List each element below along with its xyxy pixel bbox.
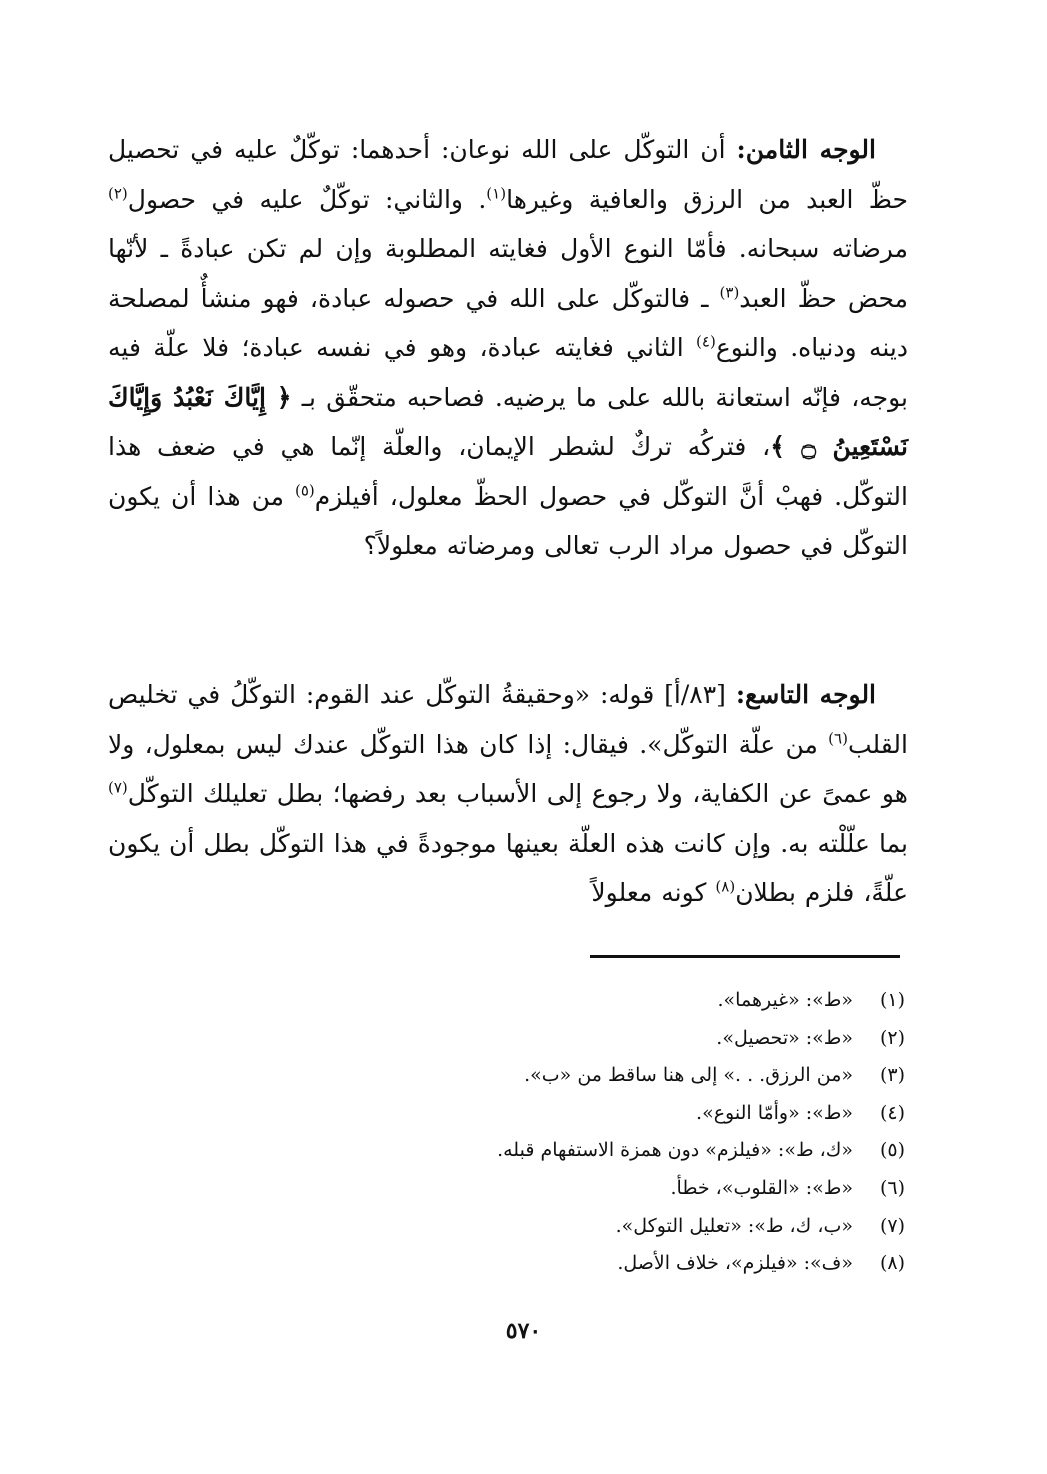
- footnote-number: (٦): [879, 1176, 905, 1199]
- text-run: ـ فالتوكّل على الله في حصوله عبادة، فهو منشأٌ لمصلحة دينه ودنياه. والنوع: [108, 283, 908, 362]
- text-run: بما علّلْته به. وإن كانت هذه العلّة بعينها موجودةً في هذا التوكّل بطل أن يكون علّةً، فلزم بطلان: [108, 828, 908, 907]
- footnote-text: «ط»: «وأمّا النوع».: [696, 1101, 853, 1124]
- footnote-text: «ط»: «القلوب»، خطأ.: [670, 1176, 853, 1199]
- text-run: مرضاته سبحانه. فأمّا النوع الأول فغايته المطلوبة وإن لم تكن عبادةً ـ لأنّها محض حظّ العبد: [108, 234, 909, 313]
- paragraph-ninth-aspect: [108, 670, 908, 918]
- text-run: أن التوكّل على الله نوعان: أحدهما: توكّلٌ عليه في تحصيل حظّ العبد من الرزق والعافية وغيرها: [108, 135, 908, 214]
- footnote-item: [300, 1208, 905, 1246]
- footnote-ref[interactable]: (٦): [828, 729, 848, 748]
- text-run: [٨٣/أ] قوله: «وحقيقةُ التوكّل عند القوم: التوكّلُ في تخليص القلب: [108, 680, 908, 759]
- footnote-number: (١): [879, 989, 905, 1011]
- footnote-number: (٢): [879, 1026, 905, 1049]
- footnote-item: [300, 1132, 905, 1170]
- footnote-item: [300, 1245, 905, 1283]
- paragraph-text: [108, 670, 908, 918]
- footnote-ref[interactable]: (٧): [108, 778, 128, 797]
- footnote-text: «ط»: «غيرهما».: [717, 989, 853, 1011]
- section-heading: الوجه الثامن:: [736, 135, 876, 164]
- footnote-number: (٣): [879, 1064, 905, 1087]
- footnote-ref[interactable]: (٤): [696, 332, 716, 351]
- section-heading: الوجه التاسع:: [735, 680, 877, 709]
- footnotes-list: [300, 982, 905, 1283]
- text-run: الثاني فغايته عبادة، وهو في نفسه عبادة؛ فلا علّة فيه بوجه، فإنّه استعانة بالله على ما يرضيه. فصاحبه متحقّق بـ: [108, 333, 908, 412]
- text-run: كونه معلولاً: [591, 878, 716, 907]
- footnote-item: [300, 1020, 905, 1058]
- quran-verse: ﴿ إِيَّاكَ نَعْبُدُ وَإِيَّاكَ نَسْتَعِينُ ۝ ﴾: [108, 382, 908, 461]
- text-run: من هذا أن يكون التوكّل في حصول مراد الرب تعالى ومرضاته معلولاً؟: [108, 481, 908, 560]
- footnote-ref[interactable]: (٣): [719, 283, 740, 302]
- footnote-number: (٧): [879, 1214, 905, 1237]
- text-run: ، فتركُه تركٌ لشطر الإيمان، والعلّة إنّما هي في ضعف هذا التوكّل. فهبْ أنَّ التوكّل في حصول الحظّ معلول، أفيلزم: [108, 432, 908, 511]
- footnote-separator: [590, 955, 900, 958]
- footnote-item: [300, 1170, 905, 1208]
- footnote-text: «ب، ك، ط»: «تعليل التوكل».: [615, 1214, 853, 1237]
- footnote-text: «ك، ط»: «فيلزم» دون همزة الاستفهام قبله.: [497, 1139, 853, 1162]
- footnote-ref[interactable]: (١): [486, 184, 507, 203]
- footnote-ref[interactable]: (٥): [294, 481, 315, 500]
- footnote-ref[interactable]: (٢): [108, 184, 128, 203]
- footnote-item: [300, 1095, 905, 1133]
- paragraph-text: [108, 125, 908, 571]
- footnote-number: (٥): [879, 1139, 905, 1162]
- footnote-ref[interactable]: (٨): [715, 877, 736, 896]
- page-number: ٥٧٠: [505, 1318, 542, 1344]
- footnote-number: (٤): [879, 1101, 905, 1124]
- paragraph-eighth-aspect: [108, 125, 908, 571]
- footnote-item: [300, 1057, 905, 1095]
- footnote-text: «من الرزق. . .» إلى هنا ساقط من «ب».: [524, 1064, 853, 1087]
- text-run: . والثاني: توكّلٌ عليه في حصول: [127, 184, 487, 214]
- text-run: من علّة التوكّل». فيقال: إذا كان هذا التوكّل عندك ليس بمعلول، ولا هو عمىً عن الكفاية، ولا رجوع إلى الأسباب بعد رفضها؛ بطل تعليلك التوكّل: [108, 729, 908, 808]
- footnote-item: [300, 982, 905, 1020]
- footnote-number: (٨): [879, 1252, 905, 1275]
- footnote-text: «ط»: «تحصيل».: [716, 1026, 853, 1049]
- footnote-text: «ف»: «فيلزم»، خلاف الأصل.: [617, 1252, 853, 1275]
